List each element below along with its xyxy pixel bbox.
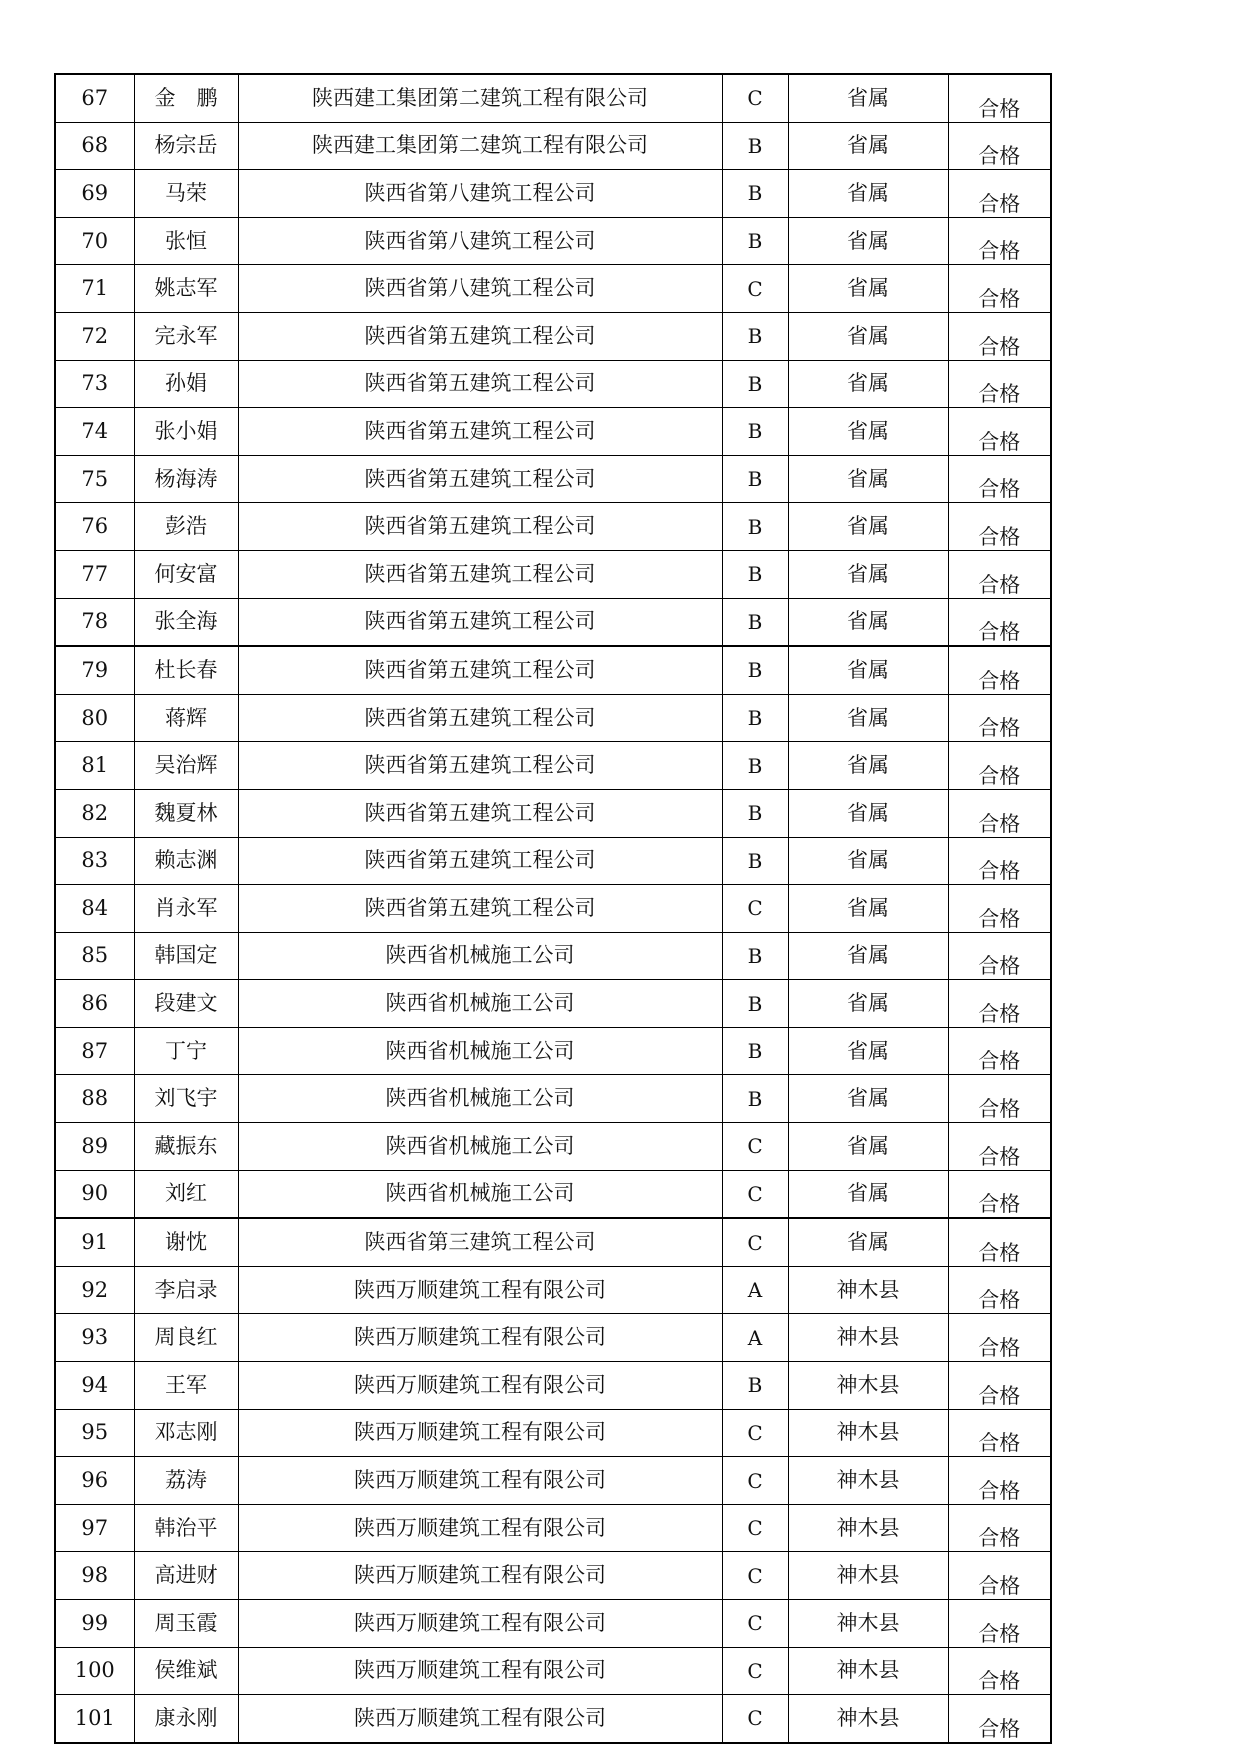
company-cell: 陕西建工集团第二建筑工程有限公司 [238, 122, 722, 170]
region-cell: 神木县 [788, 1504, 948, 1552]
serial-number-cell: 93 [55, 1314, 134, 1362]
company-cell: 陕西万顺建筑工程有限公司 [238, 1552, 722, 1600]
company-cell: 陕西省第五建筑工程公司 [238, 646, 722, 694]
table-row [55, 742, 1051, 790]
serial-number-cell: 94 [55, 1362, 134, 1410]
company-cell: 陕西省第五建筑工程公司 [238, 312, 722, 360]
serial-number-cell: 99 [55, 1600, 134, 1648]
result-cell: 合格 [948, 1409, 1051, 1457]
person-name-cell: 完永军 [134, 312, 238, 360]
region-cell: 神木县 [788, 1314, 948, 1362]
company-cell: 陕西建工集团第二建筑工程有限公司 [238, 74, 722, 122]
person-name-cell: 高进财 [134, 1552, 238, 1600]
region-cell: 神木县 [788, 1647, 948, 1695]
grade-cell: C [722, 1170, 788, 1218]
person-name-cell: 赖志渊 [134, 837, 238, 885]
person-name-cell: 金 鹏 [134, 74, 238, 122]
roster-table [54, 73, 1052, 1744]
region-cell: 神木县 [788, 1266, 948, 1314]
table-row [55, 1409, 1051, 1457]
serial-number-cell: 98 [55, 1552, 134, 1600]
region-cell: 神木县 [788, 1362, 948, 1410]
grade-cell: B [722, 1027, 788, 1075]
table-row [55, 1170, 1051, 1218]
company-cell: 陕西万顺建筑工程有限公司 [238, 1362, 722, 1410]
table-row [55, 550, 1051, 598]
grade-cell: C [722, 265, 788, 313]
result-cell: 合格 [948, 1600, 1051, 1648]
result-cell: 合格 [948, 1123, 1051, 1171]
person-name-cell: 彭浩 [134, 503, 238, 551]
table-row [55, 1266, 1051, 1314]
serial-number-cell: 78 [55, 598, 134, 646]
grade-cell: C [722, 1647, 788, 1695]
region-cell: 省属 [788, 885, 948, 933]
result-cell: 合格 [948, 1552, 1051, 1600]
company-cell: 陕西省机械施工公司 [238, 1170, 722, 1218]
table-row [55, 1218, 1051, 1266]
result-cell: 合格 [948, 885, 1051, 933]
grade-cell: B [722, 455, 788, 503]
company-cell: 陕西省第五建筑工程公司 [238, 455, 722, 503]
company-cell: 陕西省第五建筑工程公司 [238, 694, 722, 742]
grade-cell: B [722, 1075, 788, 1123]
table-row [55, 646, 1051, 694]
company-cell: 陕西万顺建筑工程有限公司 [238, 1504, 722, 1552]
table-row [55, 122, 1051, 170]
serial-number-cell: 77 [55, 550, 134, 598]
result-cell: 合格 [948, 646, 1051, 694]
serial-number-cell: 75 [55, 455, 134, 503]
result-cell: 合格 [948, 1075, 1051, 1123]
grade-cell: C [722, 1552, 788, 1600]
table-row [55, 1695, 1051, 1743]
serial-number-cell: 88 [55, 1075, 134, 1123]
serial-number-cell: 82 [55, 789, 134, 837]
company-cell: 陕西省第五建筑工程公司 [238, 598, 722, 646]
company-cell: 陕西省机械施工公司 [238, 1027, 722, 1075]
company-cell: 陕西万顺建筑工程有限公司 [238, 1695, 722, 1743]
table-row [55, 1504, 1051, 1552]
result-cell: 合格 [948, 312, 1051, 360]
result-cell: 合格 [948, 1647, 1051, 1695]
region-cell: 省属 [788, 837, 948, 885]
table-row [55, 170, 1051, 218]
table-row [55, 360, 1051, 408]
company-cell: 陕西省机械施工公司 [238, 932, 722, 980]
grade-cell: B [722, 646, 788, 694]
grade-cell: B [722, 837, 788, 885]
region-cell: 省属 [788, 980, 948, 1028]
company-cell: 陕西省第五建筑工程公司 [238, 408, 722, 456]
result-cell: 合格 [948, 789, 1051, 837]
table-row [55, 455, 1051, 503]
region-cell: 省属 [788, 694, 948, 742]
person-name-cell: 侯维斌 [134, 1647, 238, 1695]
person-name-cell: 刘红 [134, 1170, 238, 1218]
region-cell: 神木县 [788, 1600, 948, 1648]
result-cell: 合格 [948, 408, 1051, 456]
company-cell: 陕西省第五建筑工程公司 [238, 789, 722, 837]
company-cell: 陕西省机械施工公司 [238, 1123, 722, 1171]
serial-number-cell: 87 [55, 1027, 134, 1075]
result-cell: 合格 [948, 265, 1051, 313]
company-cell: 陕西万顺建筑工程有限公司 [238, 1409, 722, 1457]
grade-cell: B [722, 408, 788, 456]
person-name-cell: 韩国定 [134, 932, 238, 980]
result-cell: 合格 [948, 1170, 1051, 1218]
table-row [55, 837, 1051, 885]
person-name-cell: 王军 [134, 1362, 238, 1410]
grade-cell: C [722, 1600, 788, 1648]
result-cell: 合格 [948, 980, 1051, 1028]
region-cell: 神木县 [788, 1409, 948, 1457]
region-cell: 省属 [788, 503, 948, 551]
grade-cell: C [722, 1504, 788, 1552]
result-cell: 合格 [948, 455, 1051, 503]
person-name-cell: 韩治平 [134, 1504, 238, 1552]
region-cell: 省属 [788, 1218, 948, 1266]
table-row [55, 598, 1051, 646]
table-row [55, 980, 1051, 1028]
grade-cell: C [722, 74, 788, 122]
company-cell: 陕西万顺建筑工程有限公司 [238, 1266, 722, 1314]
person-name-cell: 吴治辉 [134, 742, 238, 790]
serial-number-cell: 71 [55, 265, 134, 313]
serial-number-cell: 70 [55, 217, 134, 265]
table-row [55, 1027, 1051, 1075]
serial-number-cell: 89 [55, 1123, 134, 1171]
grade-cell: B [722, 932, 788, 980]
region-cell: 神木县 [788, 1695, 948, 1743]
company-cell: 陕西省第五建筑工程公司 [238, 550, 722, 598]
person-name-cell: 张全海 [134, 598, 238, 646]
grade-cell: B [722, 217, 788, 265]
company-cell: 陕西省机械施工公司 [238, 1075, 722, 1123]
table-row [55, 1123, 1051, 1171]
result-cell: 合格 [948, 1218, 1051, 1266]
table-row [55, 694, 1051, 742]
region-cell: 省属 [788, 932, 948, 980]
person-name-cell: 马荣 [134, 170, 238, 218]
table-row [55, 408, 1051, 456]
result-cell: 合格 [948, 122, 1051, 170]
grade-cell: C [722, 1123, 788, 1171]
company-cell: 陕西省机械施工公司 [238, 980, 722, 1028]
serial-number-cell: 84 [55, 885, 134, 933]
result-cell: 合格 [948, 1457, 1051, 1505]
result-cell: 合格 [948, 1314, 1051, 1362]
serial-number-cell: 101 [55, 1695, 134, 1743]
grade-cell: B [722, 170, 788, 218]
company-cell: 陕西万顺建筑工程有限公司 [238, 1314, 722, 1362]
person-name-cell: 李启录 [134, 1266, 238, 1314]
region-cell: 省属 [788, 312, 948, 360]
region-cell: 省属 [788, 360, 948, 408]
table-row [55, 217, 1051, 265]
grade-cell: B [722, 694, 788, 742]
company-cell: 陕西省第五建筑工程公司 [238, 837, 722, 885]
company-cell: 陕西万顺建筑工程有限公司 [238, 1600, 722, 1648]
table-row [55, 1600, 1051, 1648]
region-cell: 省属 [788, 122, 948, 170]
region-cell: 省属 [788, 74, 948, 122]
region-cell: 神木县 [788, 1552, 948, 1600]
result-cell: 合格 [948, 598, 1051, 646]
table-row [55, 789, 1051, 837]
company-cell: 陕西省第八建筑工程公司 [238, 170, 722, 218]
table-row [55, 265, 1051, 313]
serial-number-cell: 90 [55, 1170, 134, 1218]
person-name-cell: 姚志军 [134, 265, 238, 313]
person-name-cell: 魏夏林 [134, 789, 238, 837]
grade-cell: B [722, 742, 788, 790]
company-cell: 陕西省第三建筑工程公司 [238, 1218, 722, 1266]
serial-number-cell: 68 [55, 122, 134, 170]
table-row [55, 1457, 1051, 1505]
grade-cell: B [722, 980, 788, 1028]
person-name-cell: 谢忱 [134, 1218, 238, 1266]
serial-number-cell: 97 [55, 1504, 134, 1552]
result-cell: 合格 [948, 1504, 1051, 1552]
company-cell: 陕西万顺建筑工程有限公司 [238, 1647, 722, 1695]
region-cell: 省属 [788, 455, 948, 503]
result-cell: 合格 [948, 1027, 1051, 1075]
result-cell: 合格 [948, 550, 1051, 598]
region-cell: 省属 [788, 1027, 948, 1075]
result-cell: 合格 [948, 694, 1051, 742]
region-cell: 省属 [788, 550, 948, 598]
region-cell: 省属 [788, 217, 948, 265]
region-cell: 省属 [788, 408, 948, 456]
grade-cell: B [722, 122, 788, 170]
table-row [55, 1647, 1051, 1695]
grade-cell: B [722, 789, 788, 837]
grade-cell: B [722, 598, 788, 646]
person-name-cell: 蒋辉 [134, 694, 238, 742]
grade-cell: B [722, 312, 788, 360]
person-name-cell: 邓志刚 [134, 1409, 238, 1457]
grade-cell: C [722, 885, 788, 933]
grade-cell: A [722, 1266, 788, 1314]
serial-number-cell: 95 [55, 1409, 134, 1457]
person-name-cell: 周玉霞 [134, 1600, 238, 1648]
company-cell: 陕西省第八建筑工程公司 [238, 217, 722, 265]
table-row [55, 1314, 1051, 1362]
grade-cell: C [722, 1218, 788, 1266]
result-cell: 合格 [948, 360, 1051, 408]
person-name-cell: 康永刚 [134, 1695, 238, 1743]
serial-number-cell: 86 [55, 980, 134, 1028]
result-cell: 合格 [948, 1362, 1051, 1410]
table-row [55, 885, 1051, 933]
table-row [55, 74, 1051, 122]
grade-cell: B [722, 503, 788, 551]
serial-number-cell: 79 [55, 646, 134, 694]
serial-number-cell: 74 [55, 408, 134, 456]
grade-cell: C [722, 1695, 788, 1743]
person-name-cell: 段建文 [134, 980, 238, 1028]
serial-number-cell: 69 [55, 170, 134, 218]
company-cell: 陕西省第八建筑工程公司 [238, 265, 722, 313]
serial-number-cell: 96 [55, 1457, 134, 1505]
serial-number-cell: 72 [55, 312, 134, 360]
region-cell: 省属 [788, 789, 948, 837]
grade-cell: C [722, 1409, 788, 1457]
person-name-cell: 荔涛 [134, 1457, 238, 1505]
serial-number-cell: 100 [55, 1647, 134, 1695]
person-name-cell: 何安富 [134, 550, 238, 598]
person-name-cell: 杜长春 [134, 646, 238, 694]
table-row [55, 312, 1051, 360]
person-name-cell: 丁宁 [134, 1027, 238, 1075]
company-cell: 陕西省第五建筑工程公司 [238, 742, 722, 790]
result-cell: 合格 [948, 74, 1051, 122]
person-name-cell: 藏振东 [134, 1123, 238, 1171]
region-cell: 省属 [788, 1123, 948, 1171]
serial-number-cell: 92 [55, 1266, 134, 1314]
region-cell: 省属 [788, 742, 948, 790]
table-row [55, 1075, 1051, 1123]
person-name-cell: 肖永军 [134, 885, 238, 933]
result-cell: 合格 [948, 170, 1051, 218]
region-cell: 神木县 [788, 1457, 948, 1505]
result-cell: 合格 [948, 1266, 1051, 1314]
serial-number-cell: 67 [55, 74, 134, 122]
region-cell: 省属 [788, 646, 948, 694]
company-cell: 陕西万顺建筑工程有限公司 [238, 1457, 722, 1505]
table-row [55, 503, 1051, 551]
roster-table-body [55, 74, 1051, 1743]
result-cell: 合格 [948, 1695, 1051, 1743]
grade-cell: B [722, 1362, 788, 1410]
region-cell: 省属 [788, 170, 948, 218]
person-name-cell: 孙娟 [134, 360, 238, 408]
region-cell: 省属 [788, 265, 948, 313]
table-row [55, 932, 1051, 980]
person-name-cell: 周良红 [134, 1314, 238, 1362]
serial-number-cell: 81 [55, 742, 134, 790]
serial-number-cell: 73 [55, 360, 134, 408]
person-name-cell: 张小娟 [134, 408, 238, 456]
result-cell: 合格 [948, 932, 1051, 980]
person-name-cell: 杨宗岳 [134, 122, 238, 170]
result-cell: 合格 [948, 503, 1051, 551]
result-cell: 合格 [948, 742, 1051, 790]
table-row [55, 1552, 1051, 1600]
company-cell: 陕西省第五建筑工程公司 [238, 503, 722, 551]
grade-cell: B [722, 550, 788, 598]
result-cell: 合格 [948, 837, 1051, 885]
person-name-cell: 张恒 [134, 217, 238, 265]
serial-number-cell: 76 [55, 503, 134, 551]
person-name-cell: 杨海涛 [134, 455, 238, 503]
person-name-cell: 刘飞宇 [134, 1075, 238, 1123]
result-cell: 合格 [948, 217, 1051, 265]
region-cell: 省属 [788, 1170, 948, 1218]
table-row [55, 1362, 1051, 1410]
serial-number-cell: 91 [55, 1218, 134, 1266]
grade-cell: B [722, 360, 788, 408]
grade-cell: A [722, 1314, 788, 1362]
serial-number-cell: 83 [55, 837, 134, 885]
company-cell: 陕西省第五建筑工程公司 [238, 360, 722, 408]
region-cell: 省属 [788, 598, 948, 646]
serial-number-cell: 80 [55, 694, 134, 742]
grade-cell: C [722, 1457, 788, 1505]
company-cell: 陕西省第五建筑工程公司 [238, 885, 722, 933]
serial-number-cell: 85 [55, 932, 134, 980]
region-cell: 省属 [788, 1075, 948, 1123]
